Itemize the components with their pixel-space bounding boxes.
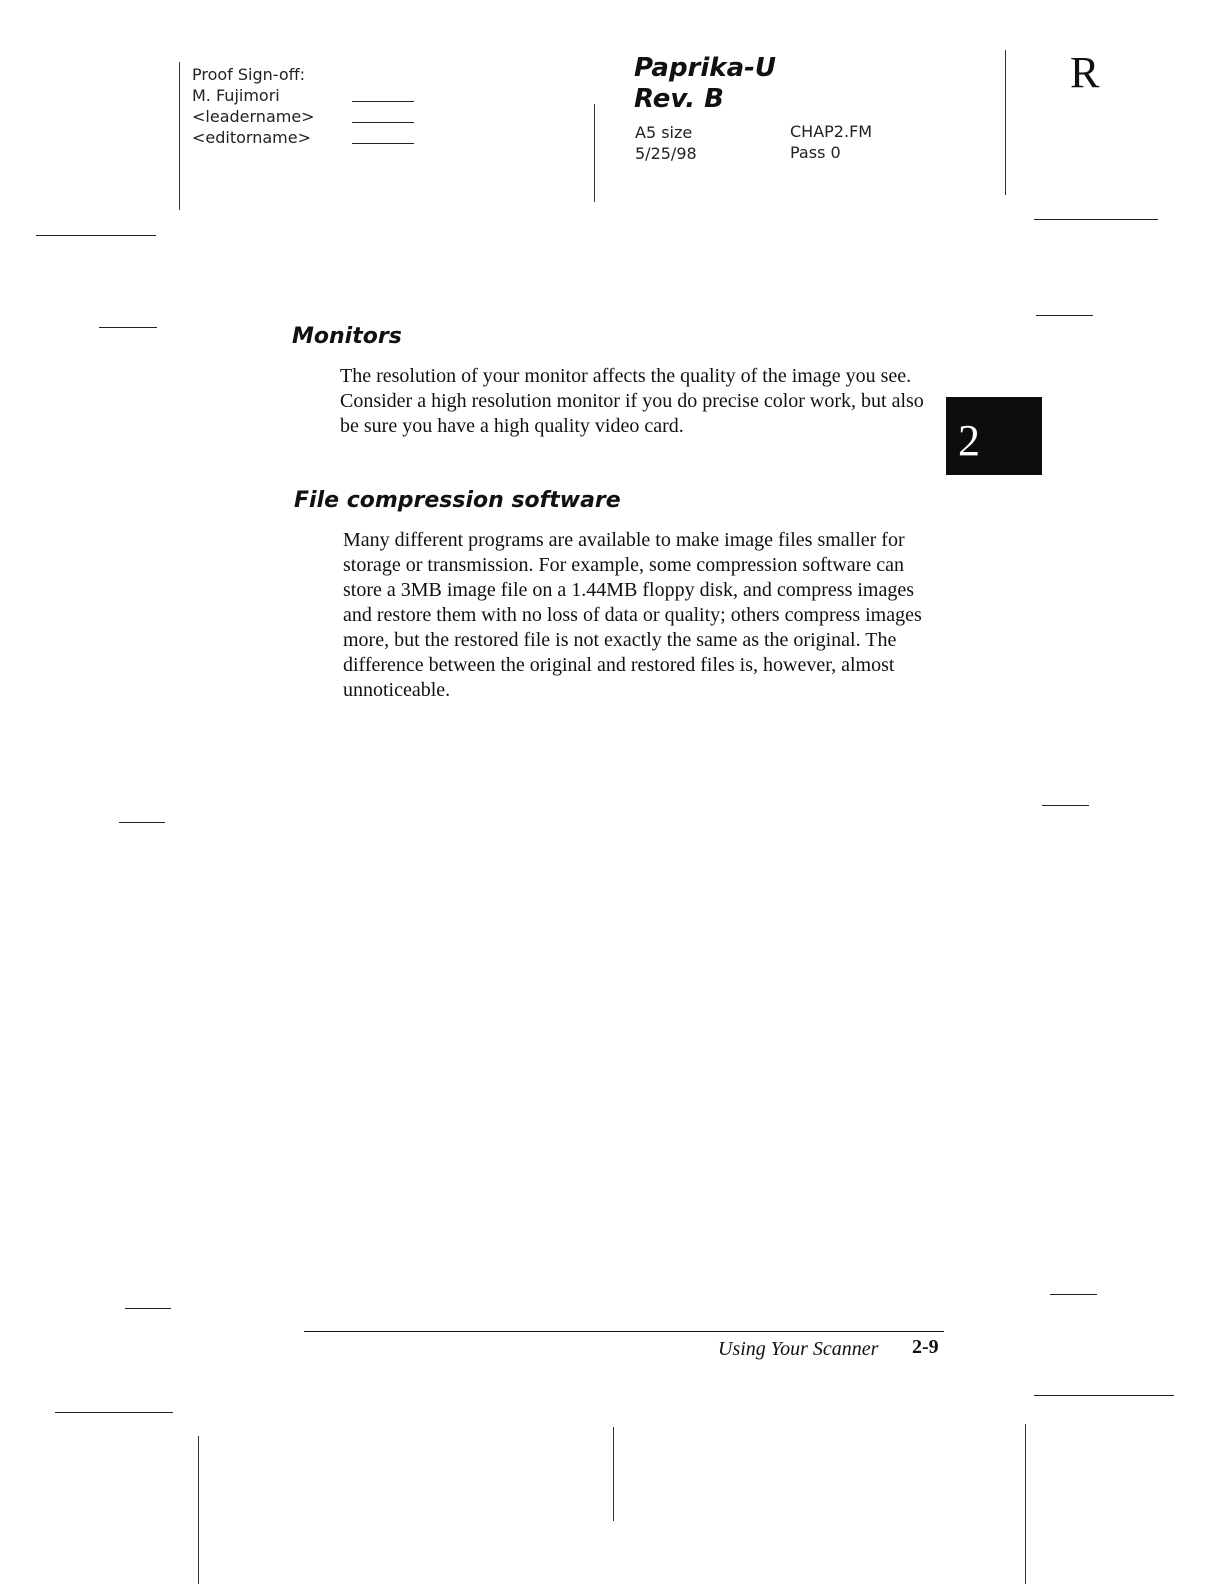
signoff-name-1: M. Fujimori bbox=[192, 86, 280, 105]
product-title-block bbox=[634, 53, 776, 115]
proof-signoff bbox=[192, 64, 414, 148]
crop-mark bbox=[1050, 1294, 1097, 1295]
crop-mark bbox=[119, 822, 165, 823]
crop-mark bbox=[36, 235, 156, 236]
signoff-line-3 bbox=[352, 143, 414, 144]
chapter-tab-number: 2 bbox=[958, 416, 980, 465]
product-date: 5/25/98 bbox=[635, 144, 697, 163]
product-title: Paprika-U bbox=[634, 53, 777, 83]
product-revision: Rev. B bbox=[634, 84, 724, 114]
product-pass: Pass 0 bbox=[790, 143, 841, 162]
crop-mark bbox=[198, 1436, 199, 1584]
product-size: A5 size bbox=[635, 123, 693, 142]
section-body-monitors: The resolution of your monitor affects the quality of the image you see. Consider a high resolution monitor if you do precise color work, but also be sure you have a high quality video card. bbox=[340, 365, 924, 437]
signoff-name-3: <editorname> bbox=[192, 128, 311, 147]
section-heading-compression: File compression software bbox=[294, 488, 621, 513]
crop-mark bbox=[99, 327, 157, 328]
signoff-line-1 bbox=[352, 101, 414, 102]
crop-mark bbox=[1034, 219, 1158, 220]
signoff-name-2: <leadername> bbox=[192, 107, 315, 126]
chapter-tab bbox=[946, 397, 1042, 475]
crop-mark bbox=[1025, 1424, 1026, 1584]
section-heading-monitors: Monitors bbox=[292, 324, 402, 349]
footer-rule bbox=[304, 1331, 944, 1332]
corner-mark: R bbox=[1070, 48, 1100, 97]
crop-mark bbox=[1036, 315, 1093, 316]
footer-chapter-title: Using Your Scanner bbox=[718, 1338, 879, 1360]
footer-page-number: 2-9 bbox=[912, 1336, 939, 1358]
right-border bbox=[1005, 50, 1006, 195]
product-file: CHAP2.FM bbox=[790, 122, 873, 141]
signoff-border bbox=[179, 62, 180, 210]
section-body-compression: Many different programs are available to make image files smaller for storage or transmission. For example, some compression software can store a 3MB image file on a 1.44MB floppy disk, and compress images and restore them with no loss of data or quality; others compress images more, but the restored file is not exactly the same as the original. The difference between the original and restored files is, however, almost unnoticeable. bbox=[343, 529, 922, 701]
product-border bbox=[594, 104, 595, 202]
crop-mark bbox=[1042, 805, 1089, 806]
signoff-line-2 bbox=[352, 122, 414, 123]
crop-mark bbox=[1034, 1395, 1174, 1396]
crop-mark bbox=[613, 1427, 614, 1521]
crop-mark bbox=[55, 1412, 173, 1413]
signoff-heading: Proof Sign-off: bbox=[192, 65, 306, 84]
crop-mark bbox=[125, 1308, 171, 1309]
